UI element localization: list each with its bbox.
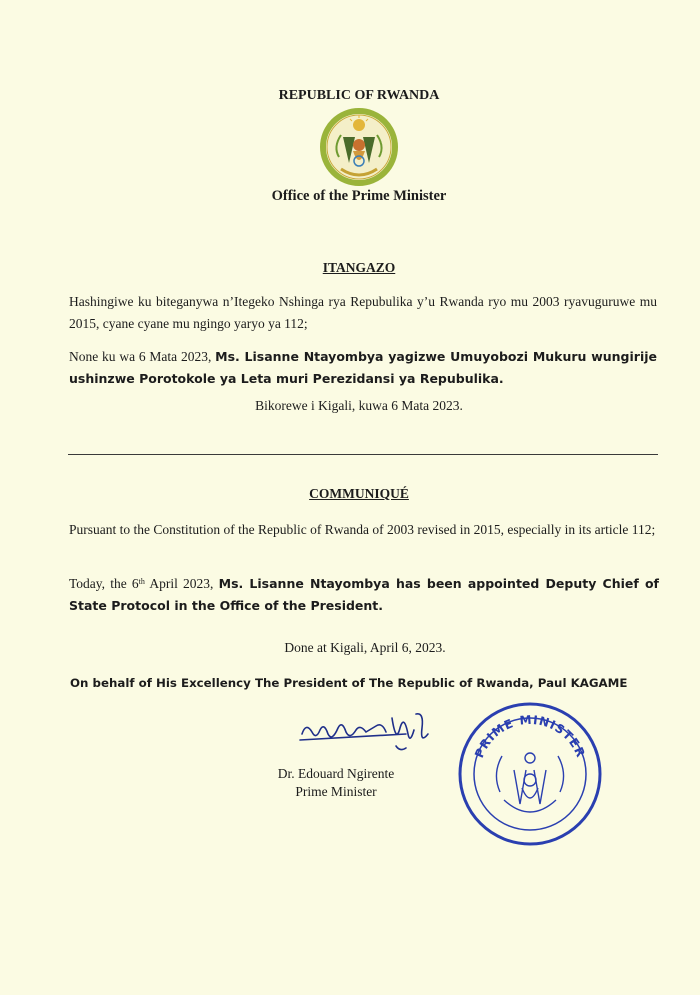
- republic-heading: REPUBLIC OF RWANDA: [278, 88, 440, 103]
- communique-paragraph-2-mid: April 2023,: [144, 576, 219, 591]
- ordinal-suffix: th: [138, 577, 145, 586]
- itangazo-place-date: Bikorewe i Kigali, kuwa 6 Mata 2023.: [255, 398, 463, 413]
- itangazo-paragraph-1: Hashingiwe ku biteganywa n’Itegeko Nshinga rya Repubulika y’u Rwanda ryo mu 2003 ryavuguruwe mu 2015, cyane cyane mu ngingo yaryo ya 112;: [69, 294, 657, 331]
- signer-title: Prime Minister: [295, 784, 377, 799]
- signer-block: [266, 765, 406, 801]
- communique-place-date: Done at Kigali, April 6, 2023.: [284, 640, 446, 655]
- seal-label: PRIME MINISTER: [472, 712, 588, 760]
- office-heading: Office of the Prime Minister: [271, 188, 447, 204]
- communique-paragraph-2: [69, 573, 659, 617]
- prime-minister-seal: [456, 700, 604, 848]
- section-divider: [68, 454, 658, 455]
- signer-name: Dr. Edouard Ngirente: [277, 766, 395, 781]
- communique-appointment-text: Ms. Lisanne Ntayombya has been appointed Deputy Chief of State Protocol in the Office of the President.: [69, 576, 659, 613]
- on-behalf-line: On behalf of His Excellency The President of The Republic of Rwanda, Paul KAGAME: [70, 676, 628, 690]
- itangazo-paragraph-2: [69, 346, 657, 390]
- rwanda-coat-of-arms-icon: [319, 107, 399, 189]
- itangazo-title: ITANGAZO: [322, 260, 396, 275]
- communique-paragraph-1: Pursuant to the Constitution of the Republic of Rwanda of 2003 revised in 2015, especially in its article 112;: [69, 522, 656, 537]
- itangazo-appointment-text: Ms. Lisanne Ntayombya yagizwe Umuyobozi Mukuru wungirije ushinzwe Porotokole ya Leta muri Perezidansi ya Repubulika.: [69, 349, 657, 386]
- itangazo-paragraph-2-prefix: None ku wa 6 Mata 2023,: [69, 349, 216, 364]
- communique-title: COMMUNIQUÉ: [309, 486, 409, 501]
- communique-paragraph-2-prefix: Today, the 6: [69, 576, 139, 591]
- handwritten-signature: [296, 704, 446, 756]
